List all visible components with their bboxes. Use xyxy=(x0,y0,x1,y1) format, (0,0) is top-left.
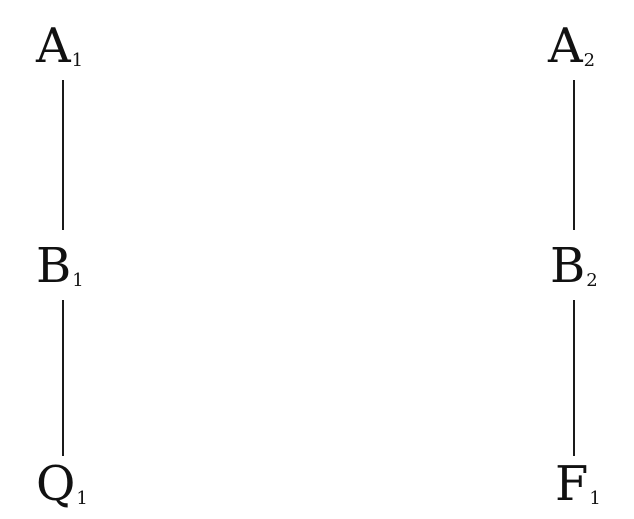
left-chain xyxy=(35,18,88,512)
node-a2-subscript: 2 xyxy=(583,50,596,71)
node-b1-subscript: 1 xyxy=(72,270,84,291)
node-b1: B1 xyxy=(36,238,84,294)
node-q1: Q1 xyxy=(36,456,88,512)
node-a2: A2 xyxy=(548,18,596,74)
node-f1-subscript: 1 xyxy=(589,488,601,509)
node-f1: F1 xyxy=(555,456,601,512)
node-a1: A1 xyxy=(36,18,84,74)
node-b2: B2 xyxy=(550,238,598,294)
node-b2-subscript: 2 xyxy=(586,270,598,291)
node-q1-subscript: 1 xyxy=(76,488,88,509)
node-a1-subscript: 1 xyxy=(71,50,84,71)
right-chain xyxy=(547,18,601,512)
